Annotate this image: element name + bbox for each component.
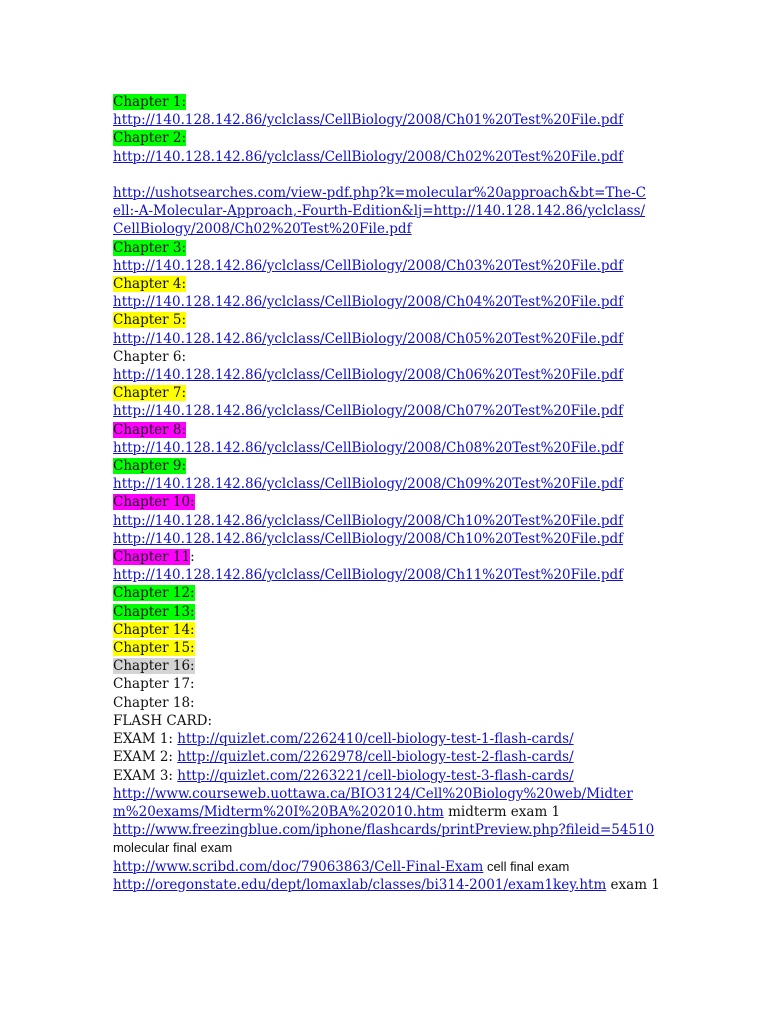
chapter-1-link[interactable]: http://140.128.142.86/yclclass/CellBiology/2008/Ch01%20Test%20File.pdf bbox=[113, 112, 624, 129]
exam-3-link[interactable]: http://quizlet.com/2263221/cell-biology-test-3-flash-cards/ bbox=[177, 767, 574, 784]
oregonstate-note: exam 1 bbox=[606, 876, 660, 893]
chapter-11-label: Chapter 11 bbox=[113, 549, 191, 566]
chapter-9-label: Chapter 9: bbox=[113, 458, 187, 475]
chapter-11-link[interactable]: http://140.128.142.86/yclclass/CellBiology/2008/Ch11%20Test%20File.pdf bbox=[113, 567, 624, 584]
uottawa-midterm-note: midterm exam 1 bbox=[443, 803, 561, 820]
chapter-13-label: Chapter 13: bbox=[113, 603, 195, 620]
uottawa-midterm-link[interactable]: http://www.courseweb.uottawa.ca/BIO3124/Cell%20Biology%20web/Midterm%20exams/Midterm%20I%20BA%202010.htm bbox=[113, 785, 633, 820]
chapter-1-label: Chapter 1: bbox=[113, 94, 187, 110]
exam-3-label: EXAM 3: bbox=[113, 767, 178, 784]
exam-2-label: EXAM 2: bbox=[113, 749, 178, 766]
chapter-18-label: Chapter 18: bbox=[113, 694, 195, 711]
chapter-10-label: Chapter 10: bbox=[113, 494, 195, 511]
scribd-link[interactable]: http://www.scribd.com/doc/79063863/Cell-Final-Exam bbox=[113, 858, 484, 875]
document-body bbox=[113, 93, 658, 894]
chapter-8-label: Chapter 8: bbox=[113, 421, 187, 438]
freezingblue-note: molecular final exam bbox=[113, 840, 233, 856]
freezingblue-link[interactable]: http://www.freezingblue.com/iphone/flashcards/printPreview.php?fileid=54510 bbox=[113, 822, 655, 839]
chapter-8-link[interactable]: http://140.128.142.86/yclclass/CellBiology/2008/Ch08%20Test%20File.pdf bbox=[113, 439, 624, 456]
chapter-6-label: Chapter 6: bbox=[113, 348, 187, 365]
exam-2-link[interactable]: http://quizlet.com/2262978/cell-biology-test-2-flash-cards/ bbox=[177, 749, 574, 766]
exam-1-label: EXAM 1: bbox=[113, 731, 178, 748]
chapter-14-label: Chapter 14: bbox=[113, 621, 195, 638]
chapter-5-label: Chapter 5: bbox=[113, 312, 187, 329]
blank-line bbox=[113, 166, 658, 184]
chapter-3-link[interactable]: http://140.128.142.86/yclclass/CellBiology/2008/Ch03%20Test%20File.pdf bbox=[113, 257, 624, 274]
chapter-16-label: Chapter 16: bbox=[113, 658, 195, 675]
chapter-2-label: Chapter 2: bbox=[113, 130, 187, 147]
oregonstate-link[interactable]: http://oregonstate.edu/dept/lomaxlab/classes/bi314-2001/exam1key.htm bbox=[113, 876, 607, 893]
chapter-2-link[interactable]: http://140.128.142.86/yclclass/CellBiology/2008/Ch02%20Test%20File.pdf bbox=[113, 148, 624, 165]
chapter-12-label: Chapter 12: bbox=[113, 585, 195, 602]
exam-1-link[interactable]: http://quizlet.com/2262410/cell-biology-test-1-flash-cards/ bbox=[177, 731, 574, 748]
ushotsearches-link[interactable]: http://ushotsearches.com/view-pdf.php?k=molecular%20approach&bt=The-Cell:-A-Molecular-Approach,-Fourth-Edition&lj=http://140.128.142.86/yclclass/CellBiology/2008/Ch02%20Test%20File.pdf bbox=[113, 185, 646, 238]
chapter-11-colon: : bbox=[190, 549, 195, 566]
chapter-6-link[interactable]: http://140.128.142.86/yclclass/CellBiology/2008/Ch06%20Test%20File.pdf bbox=[113, 367, 624, 384]
chapter-7-link[interactable]: http://140.128.142.86/yclclass/CellBiology/2008/Ch07%20Test%20File.pdf bbox=[113, 403, 624, 420]
chapter-15-label: Chapter 15: bbox=[113, 640, 195, 657]
chapter-10-link-b[interactable]: http://140.128.142.86/yclclass/CellBiology/2008/Ch10%20Test%20File.pdf bbox=[113, 530, 624, 547]
chapter-5-link[interactable]: http://140.128.142.86/yclclass/CellBiology/2008/Ch05%20Test%20File.pdf bbox=[113, 330, 624, 347]
chapter-4-link[interactable]: http://140.128.142.86/yclclass/CellBiology/2008/Ch04%20Test%20File.pdf bbox=[113, 294, 624, 311]
chapter-17-label: Chapter 17: bbox=[113, 676, 195, 693]
chapter-3-label: Chapter 3: bbox=[113, 239, 187, 256]
chapter-7-label: Chapter 7: bbox=[113, 385, 187, 402]
chapter-4-label: Chapter 4: bbox=[113, 276, 187, 293]
chapter-10-link-a[interactable]: http://140.128.142.86/yclclass/CellBiology/2008/Ch10%20Test%20File.pdf bbox=[113, 512, 624, 529]
flash-card-heading: FLASH CARD: bbox=[113, 712, 213, 729]
scribd-note: cell final exam bbox=[483, 858, 570, 874]
chapter-9-link[interactable]: http://140.128.142.86/yclclass/CellBiology/2008/Ch09%20Test%20File.pdf bbox=[113, 476, 624, 493]
